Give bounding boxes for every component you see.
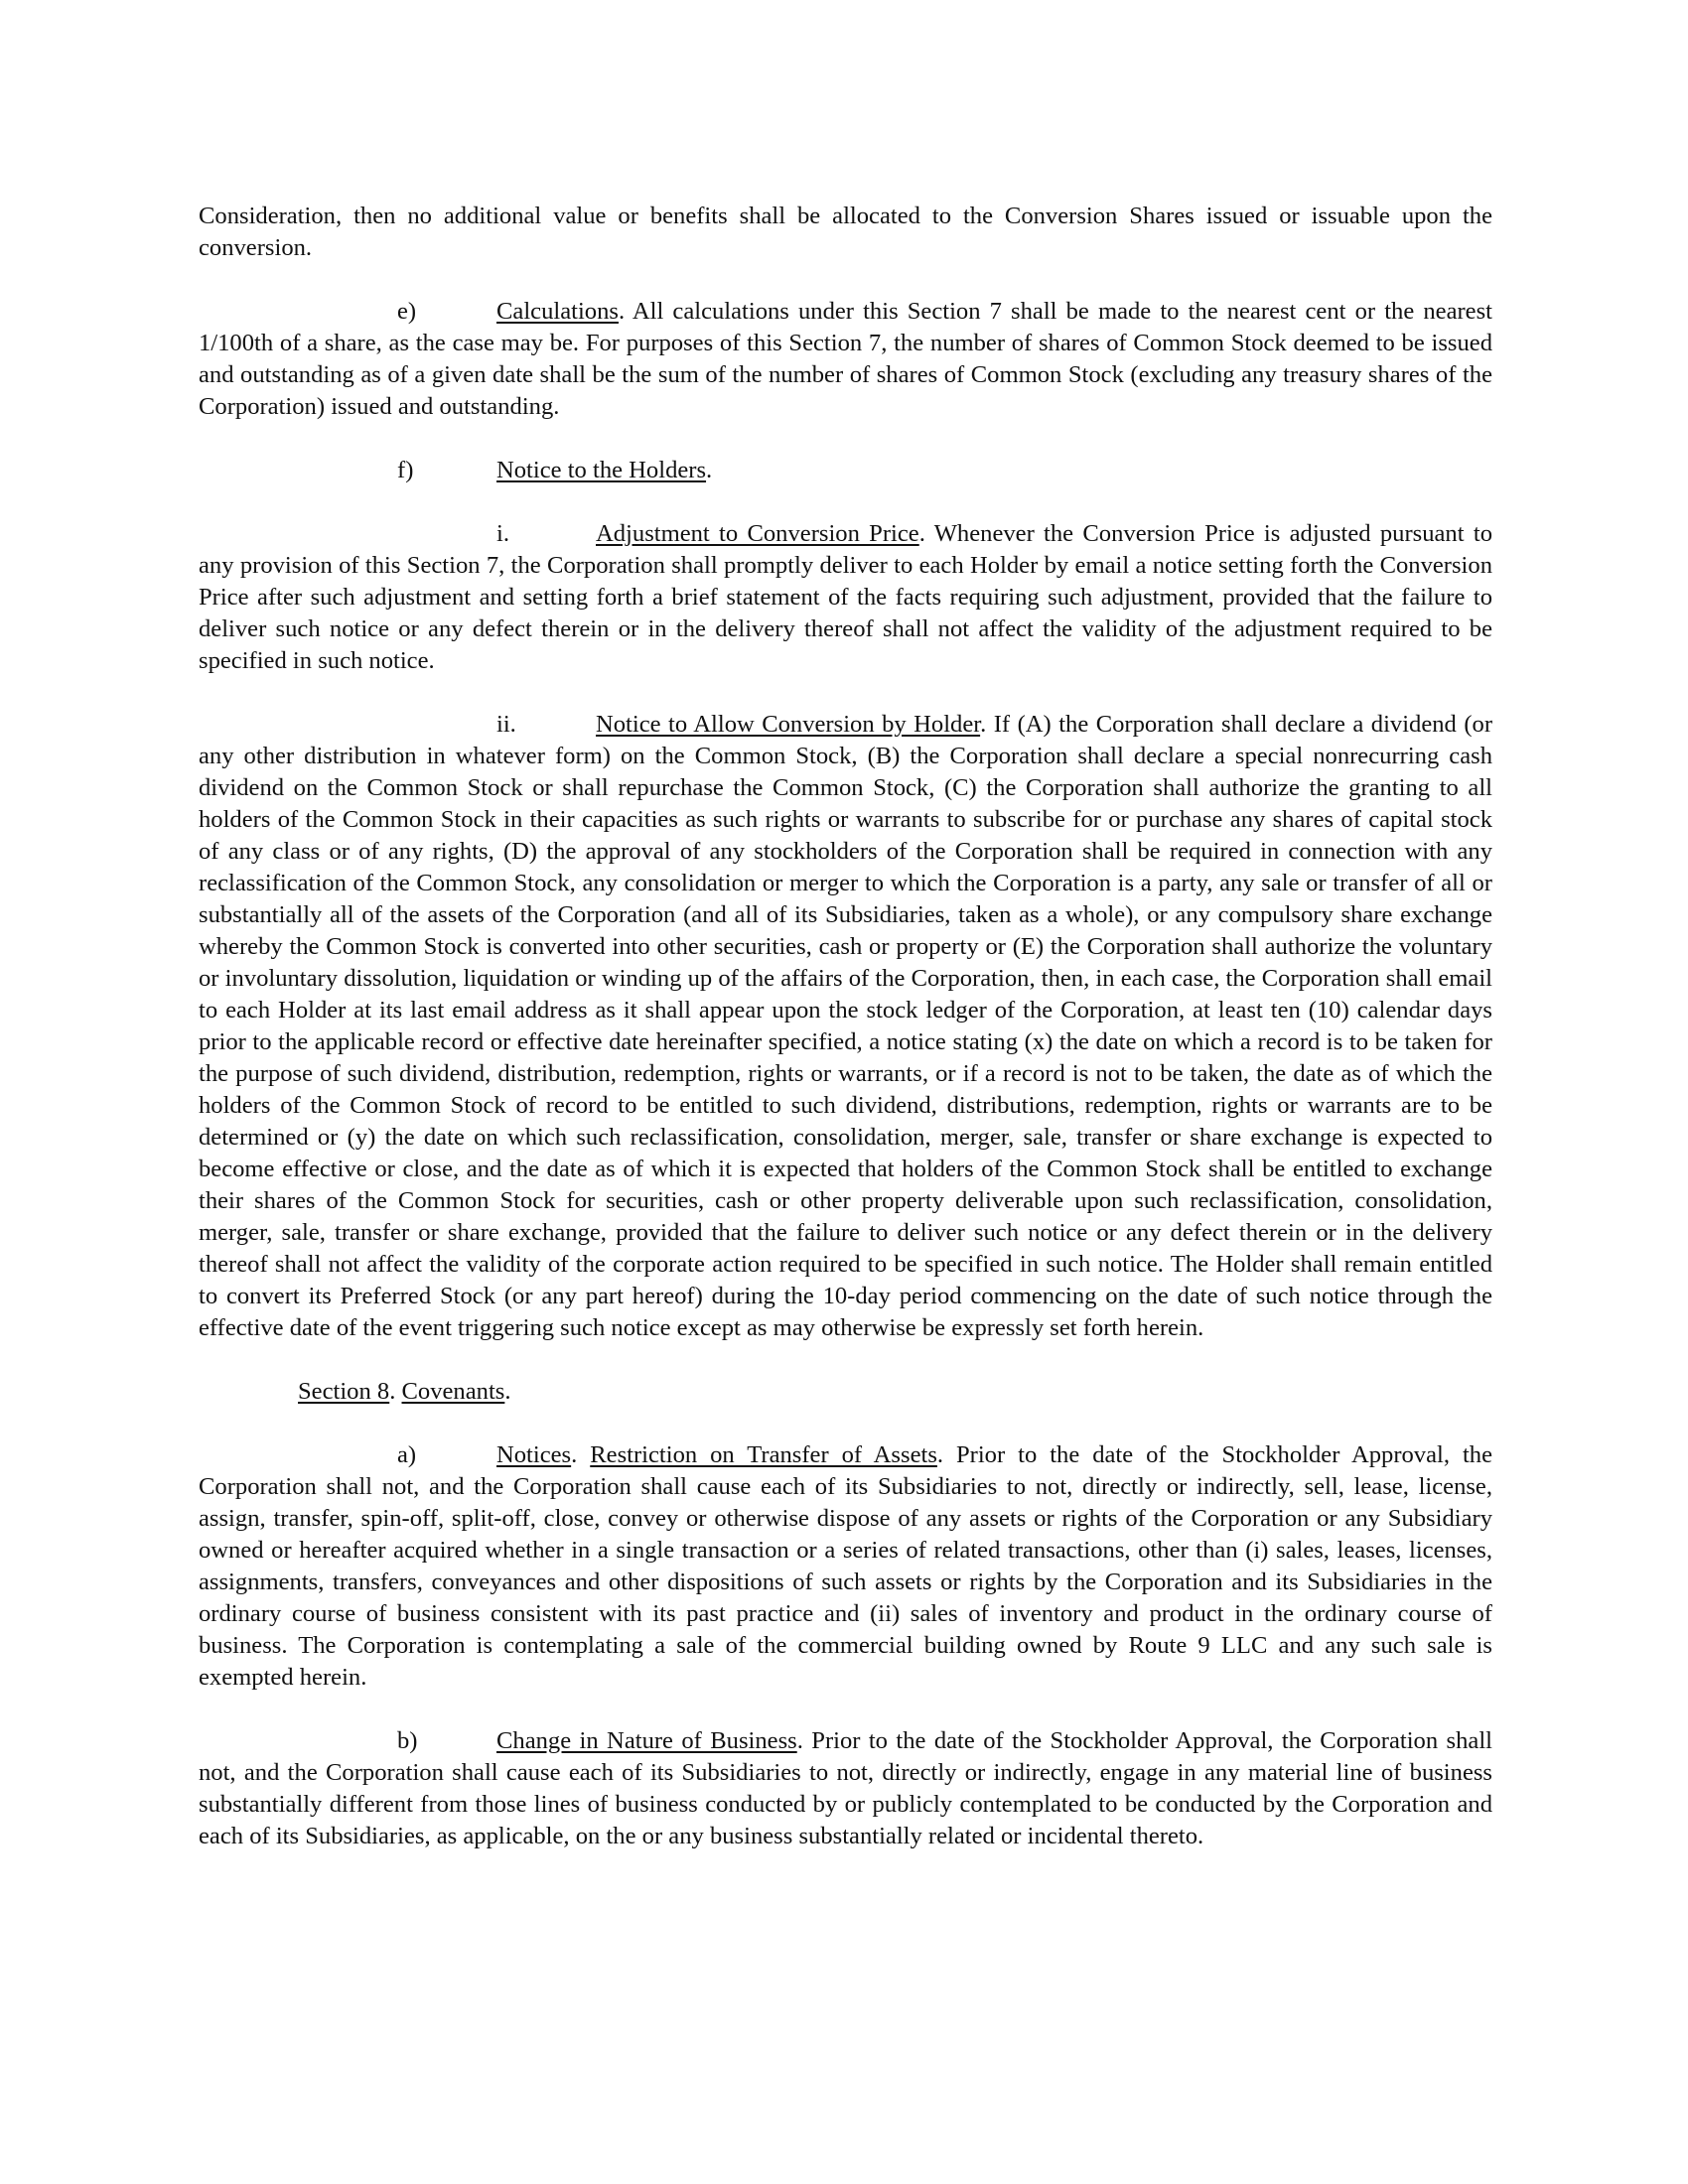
notices-paragraph [199, 1439, 1492, 1694]
adjustment-heading: Adjustment to Conversion Price [596, 520, 919, 547]
section-8-separator: . [389, 1378, 402, 1405]
notices-heading: Notices [496, 1441, 572, 1468]
allow-conversion-marker: ii. [496, 711, 516, 738]
notice-holders-heading: Notice to the Holders [496, 457, 707, 483]
change-business-paragraph [199, 1725, 1492, 1852]
document-page [199, 201, 1492, 1852]
section-8-heading [298, 1376, 1492, 1408]
section-8-title: Covenants [401, 1378, 505, 1405]
adjustment-marker: i. [496, 520, 509, 547]
allow-conversion-text: . If (A) the Corporation shall declare a dividend (or any other distribution in whatever form) on the Common Stock, (B) the Corporation shall declare a special nonrecurring cash dividend on the Common Stock or shall repurchase the Common Stock, (C) the Corporation shall authorize the granting to all holders of the Common Stock in their capacities as such rights or warrants to subscribe for or purchase any shares of capital stock of any class or of any rights, (D) the approval of any stockholders of the Corporation shall be required in connection with any reclassification of the Common Stock, any consolidation or merger to which the Corporation is a party, any sale or transfer of all or substantially all of the assets of the Corporation (and all of its Subsidiaries, taken as a whole), or any compulsory share exchange whereby the Common Stock is converted into other securities, cash or property or (E) the Corporation shall authorize the voluntary or involuntary dissolution, liquidation or winding up of the affairs of the Corporation, then, in each case, the Corporation shall email to each Holder at its last email address as it shall appear upon the stock ledger of the Corporation, at least ten (10) calendar days prior to the applicable record or effective date hereinafter specified, a notice stating (x) the date on which a record is to be taken for the purpose of such dividend, distribution, redemption, rights or warrants, or if a record is not to be taken, the date as of which the holders of the Common Stock of record to be entitled to such dividend, distributions, redemption, rights or warrants are to be determined or (y) the date on which such reclassification, consolidation, merger, sale, transfer or share exchange is expected to become effective or close, and the date as of which it is expected that holders of the Common Stock shall be entitled to exchange their shares of the Common Stock for securities, cash or other property deliverable upon such reclassification, consolidation, merger, sale, transfer or share exchange, provided that the failure to deliver such notice or any defect therein or in the delivery thereof shall not affect the validity of the corporate action required to be specified in such notice. The Holder shall remain entitled to convert its Preferred Stock (or any part hereof) during the 10-day period commencing on the date of such notice through the effective date of the event triggering such notice except as may otherwise be expressly set forth herein. [199, 711, 1493, 1341]
calculations-heading: Calculations [496, 298, 619, 325]
change-business-text: . Prior to the date of the Stockholder Approval, the Corporation shall not, and the Corporation shall cause each of its Subsidiaries to not, directly or indirectly, engage in any material line of business substantially different from those lines of business conducted by or publicly contemplated to be conducted by the Corporation and each of its Subsidiaries, as applicable, on the or any business substantially related or incidental thereto. [199, 1727, 1492, 1849]
notice-holders-period: . [706, 457, 713, 483]
intro-paragraph [199, 201, 1492, 264]
notices-separator: . [571, 1441, 591, 1468]
change-business-heading: Change in Nature of Business [496, 1727, 797, 1754]
section-8-label: Section 8 [298, 1378, 390, 1405]
notices-marker: a) [397, 1441, 417, 1468]
change-business-marker: b) [397, 1727, 418, 1754]
calculations-text: . All calculations under this Section 7 shall be made to the nearest cent or the nearest 1/100th of a share, as the case may be. For purposes of this Section 7, the number of shares of Common Stock deemed to be issued and outstanding as of a given date shall be the sum of the number of shares of Common Stock (excluding any treasury shares of the Corporation) issued and outstanding. [199, 298, 1492, 420]
adjustment-paragraph [199, 518, 1492, 677]
notices-text: . Prior to the date of the Stockholder Approval, the Corporation shall not, and the Corporation shall cause each of its Subsidiaries to not, directly or indirectly, sell, lease, license, assign, transfer, spin-off, split-off, close, convey or otherwise dispose of any assets or rights of the Corporation or any Subsidiary owned or hereafter acquired whether in a single transaction or a series of related transactions, other than (i) sales, leases, licenses, assignments, transfers, conveyances and other dispositions of such assets or rights by the Corporation and its Subsidiaries in the ordinary course of business consistent with its past practice and (ii) sales of inventory and product in the ordinary course of business. The Corporation is contemplating a sale of the commercial building owned by Route 9 LLC and any such sale is exempted herein. [199, 1441, 1492, 1691]
restriction-heading: Restriction on Transfer of Assets [590, 1441, 937, 1468]
notice-holders-marker: f) [397, 457, 414, 483]
notice-holders-paragraph [199, 455, 1492, 486]
calculations-paragraph [199, 296, 1492, 423]
intro-text: Consideration, then no additional value or benefits shall be allocated to the Conversion Shares issued or issuable upon the conversion. [199, 203, 1492, 261]
adjustment-text: . Whenever the Conversion Price is adjusted pursuant to any provision of this Section 7, the Corporation shall promptly deliver to each Holder by email a notice setting forth the Conversion Price after such adjustment and setting forth a brief statement of the facts requiring such adjustment, provided that the failure to deliver such notice or any defect therein or in the delivery thereof shall not affect the validity of the adjustment required to be specified in such notice. [199, 520, 1492, 674]
section-8-period: . [504, 1378, 511, 1405]
allow-conversion-paragraph [199, 709, 1492, 1344]
calculations-marker: e) [397, 298, 417, 325]
allow-conversion-heading: Notice to Allow Conversion by Holder [596, 711, 981, 738]
